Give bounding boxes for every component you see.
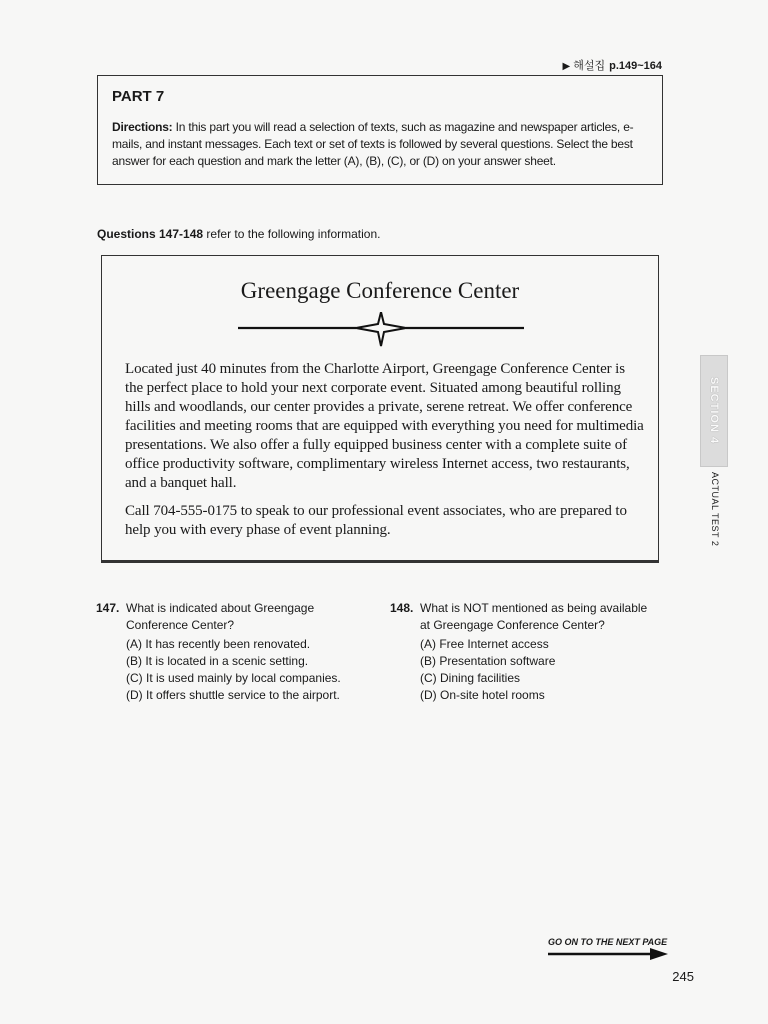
answer-option-b: (B) Presentation software [420, 654, 556, 668]
section-tab-text: SECTION 4 [708, 377, 720, 445]
question-stem: What is NOT mentioned as being available at Greengage Conference Center? [420, 601, 648, 632]
notice-box [101, 255, 659, 563]
answer-key-reference [563, 57, 663, 73]
go-on-next-page-label: GO ON TO THE NEXT PAGE [548, 937, 668, 947]
answer-option-a: (A) It has recently been renovated. [126, 637, 311, 651]
answer-option-b: (B) It is located in a scenic setting. [126, 654, 309, 668]
directions-text [112, 119, 648, 170]
questions-range: Questions 147-148 [97, 227, 204, 241]
question-stem: What is indicated about Greengage Conference Center? [126, 601, 315, 632]
answer-options [420, 636, 680, 704]
answer-key-pages: p.149~164 [609, 60, 662, 72]
part-title: PART 7 [112, 88, 165, 105]
answer-option-c: (C) Dining facilities [420, 671, 521, 685]
diamond-divider-ornament [238, 312, 524, 348]
right-arrow-icon [548, 948, 668, 960]
question-number: 147. [96, 601, 120, 615]
actual-test-side-label: ACTUAL TEST 2 [710, 472, 720, 547]
answer-option-c: (C) It is used mainly by local companies. [126, 671, 341, 685]
answer-options [126, 636, 376, 704]
notice-paragraph-1: Located just 40 minutes from the Charlotte Airport, Greengage Conference Center is the perfect place to hold your next corporate event. Situated among beautiful rolling hills and woodlands, our center provides a private, serene retreat. We offer conference facilities and meeting rooms that are equipped with everything you need for multimedia presentations. We also offer a fully equipped business center with a complete suite of office productivity software, complimentary wireless Internet access, two restaurants, and a banquet hall. [125, 361, 644, 491]
directions-body: In this part you will read a selection of texts, such as magazine and newspaper articles, e-mails, and instant messages. Each text or set of texts is followed by several questions. Select the best answer for each question and mark the letter (A), (B), (C), or (D) on your answer sheet. [112, 120, 634, 168]
answer-key-label: 해설집 [573, 60, 606, 72]
section-side-tab [700, 355, 728, 467]
notice-title: Greengage Conference Center [240, 278, 520, 303]
notice-body [125, 360, 645, 549]
directions-label: Directions: [112, 120, 173, 134]
questions-reference [97, 227, 380, 241]
question-number: 148. [390, 601, 414, 615]
answer-option-d: (D) On-site hotel rooms [420, 688, 545, 702]
answer-option-a: (A) Free Internet access [420, 637, 549, 651]
part-directions-box [97, 75, 663, 185]
play-triangle-icon: ▶ [562, 61, 571, 72]
notice-paragraph-2: Call 704-555-0175 to speak to our professional event associates, who are prepared to help you with every phase of event planning. [125, 503, 627, 538]
answer-option-d: (D) It offers shuttle service to the airport. [126, 688, 340, 702]
question-147 [96, 600, 376, 704]
questions-ref-text: refer to the following information. [203, 227, 381, 241]
page-number: 245 [672, 969, 694, 984]
question-148 [390, 600, 680, 704]
